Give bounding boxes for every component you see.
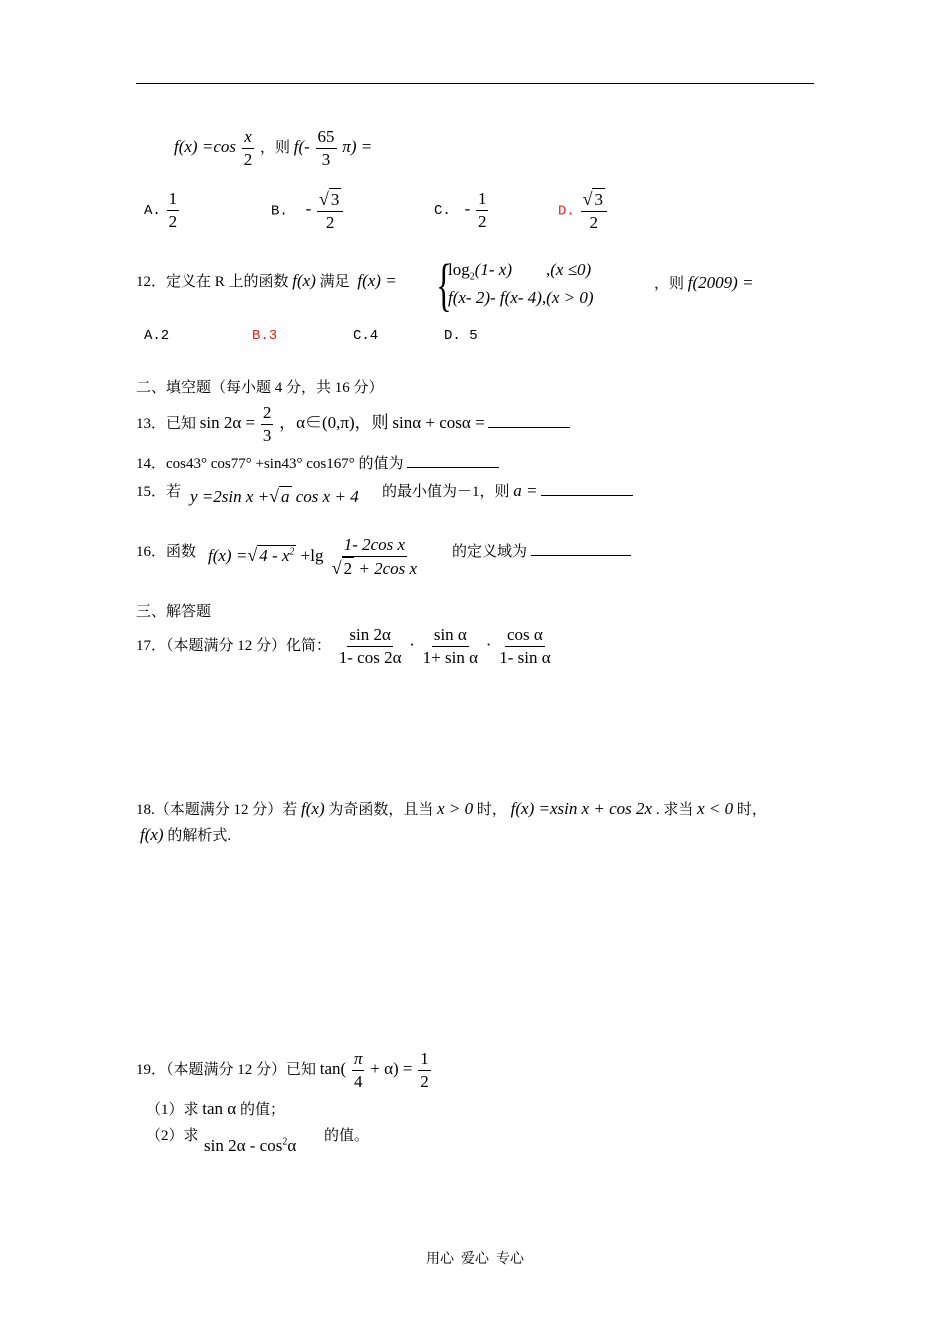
q14-answer-blank[interactable] xyxy=(407,467,499,468)
q12-ask: ，则 f(2009) = xyxy=(654,273,754,292)
q12-piecewise-brace: { xyxy=(436,252,452,317)
q16-stem: 16．函数 xyxy=(136,544,197,560)
q17-fraction-1: $\frac{\sin 2\alpha}{1- \cos 2\alpha}$ xyxy=(338,625,402,667)
q19-part-2-expression: $\sin 2\alpha - \cos^2\alpha$ xyxy=(204,1136,297,1155)
q17-fraction-3: $\frac{\text{cos α}}{\text{1- sin α}}$ xyxy=(499,625,551,667)
frac-pi-over-4: $\frac{\pi}{4}$ xyxy=(353,1049,363,1091)
frac-x-over-2: $\frac{x}{2}$ xyxy=(243,127,253,169)
frac-1-over-2: $\frac{1}{2}$ xyxy=(420,1049,429,1091)
q18-line-1: 18.（本题满分 12 分）若 f(x) 为奇函数，且当 x > 0 时， f(x) =xsin x + cos 2x . 求当 x < 0 时， xyxy=(136,799,767,818)
q17-fraction-2: $\frac{\text{sin α}}{\text{1+ sin α}}$ xyxy=(422,625,479,667)
q19-part-2: （2）求 xyxy=(146,1128,199,1144)
q12-case-1: $\log_2(1-$ x) ,(x ≤0) xyxy=(448,260,592,283)
q11-option-b[interactable]: B. - $\frac{√ 3}{2}$ xyxy=(271,188,345,234)
frac-65-over-3: $\frac{65}{3}$ xyxy=(317,127,335,169)
q16-expression: f(x) =√ $4 - x^2 +\lg$ $\frac{\text{1- 2cos x}}{\text{√ 2 + 2cos x}}$ xyxy=(208,535,418,578)
frac-sqrt3-over-2: $\frac{√ 3}{2}$ xyxy=(317,188,343,234)
q11-option-d-answer[interactable]: D. $\frac{√ 3}{2}$ xyxy=(558,188,609,234)
q12-case-2: f(x- 2)- f(x- 4),(x > 0) xyxy=(448,288,594,307)
q16-tail: 的定义域为 xyxy=(452,540,631,561)
q12-option-a[interactable]: A.2 xyxy=(144,328,170,344)
q11-option-c[interactable]: C. - $\frac{1}{2}$ xyxy=(434,189,487,231)
q15: 15．若 xyxy=(136,484,182,500)
q19-part-1: （1）求 tan α 的值； xyxy=(146,1099,285,1118)
q12-option-d[interactable]: D. 5 xyxy=(444,328,478,344)
q15-tail: 的最小值为－1，则 a = xyxy=(382,480,633,501)
q14: 14．cos43° cos77° +sin43° cos167° 的值为 xyxy=(136,452,499,473)
frac-1-over-2: $\frac{1}{2}$ xyxy=(168,189,178,231)
page-footer: 用心 爱心 专心 xyxy=(426,1252,524,1267)
q11-option-a[interactable]: A. $\frac{1}{2}$ xyxy=(144,189,178,231)
q13-answer-blank[interactable] xyxy=(488,427,570,428)
q18-line-2: f(x) 的解析式. xyxy=(140,825,232,844)
frac-1-over-2: $\frac{1}{2}$ xyxy=(477,189,487,231)
q19-stem: 19．（本题满分 12 分）已知 tan( $\frac{\pi}{4}$ + α) = $\frac{1}{2}$ xyxy=(136,1049,429,1091)
q15-expression: y =2sin x +√ a cos x + 4 xyxy=(190,486,359,506)
q19-part-2-tail: 的值。 xyxy=(324,1128,370,1144)
q12-option-b-answer[interactable]: B.3 xyxy=(252,328,278,344)
header-rule xyxy=(136,83,814,84)
q16-log-fraction: $\frac{\text{1- 2cos x}}{\text{√ 2 + 2cos x}}$ xyxy=(331,535,418,578)
q13: 13．已知 sin 2α = $\frac{2}{3}$ ，α∈(0,π)，则 sinα + cosα = xyxy=(136,402,570,447)
q15-answer-blank[interactable] xyxy=(541,495,633,496)
section-heading-solutions: 三、解答题 xyxy=(136,604,212,620)
q11-stem: f(x) =cos $\frac{x}{2}$ ，则 f(- $\frac{65}{3}$ π) = xyxy=(174,127,373,169)
q12-option-c[interactable]: C.4 xyxy=(353,328,379,344)
q12-stem: 12．定义在 R 上的函数 f(x) 满足 f(x) = xyxy=(136,271,397,290)
q17: 17．（本题满分 12 分）化简： $\frac{\sin 2\alpha}{1- \cos 2\alpha}$ · $\frac{\text{sin α}}{\text{1+ sin α}}$ · $\frac{\text{cos α}}{\text{1- sin α}}$ xyxy=(136,625,551,667)
q16-answer-blank[interactable] xyxy=(531,555,631,556)
frac-sqrt3-over-2: $\frac{√ 3}{2}$ xyxy=(581,188,607,234)
section-heading-fill-in: 二、填空题（每小题 4 分，共 16 分） xyxy=(136,380,384,396)
frac-2-over-3: $\frac{2}{3}$ xyxy=(262,403,272,445)
